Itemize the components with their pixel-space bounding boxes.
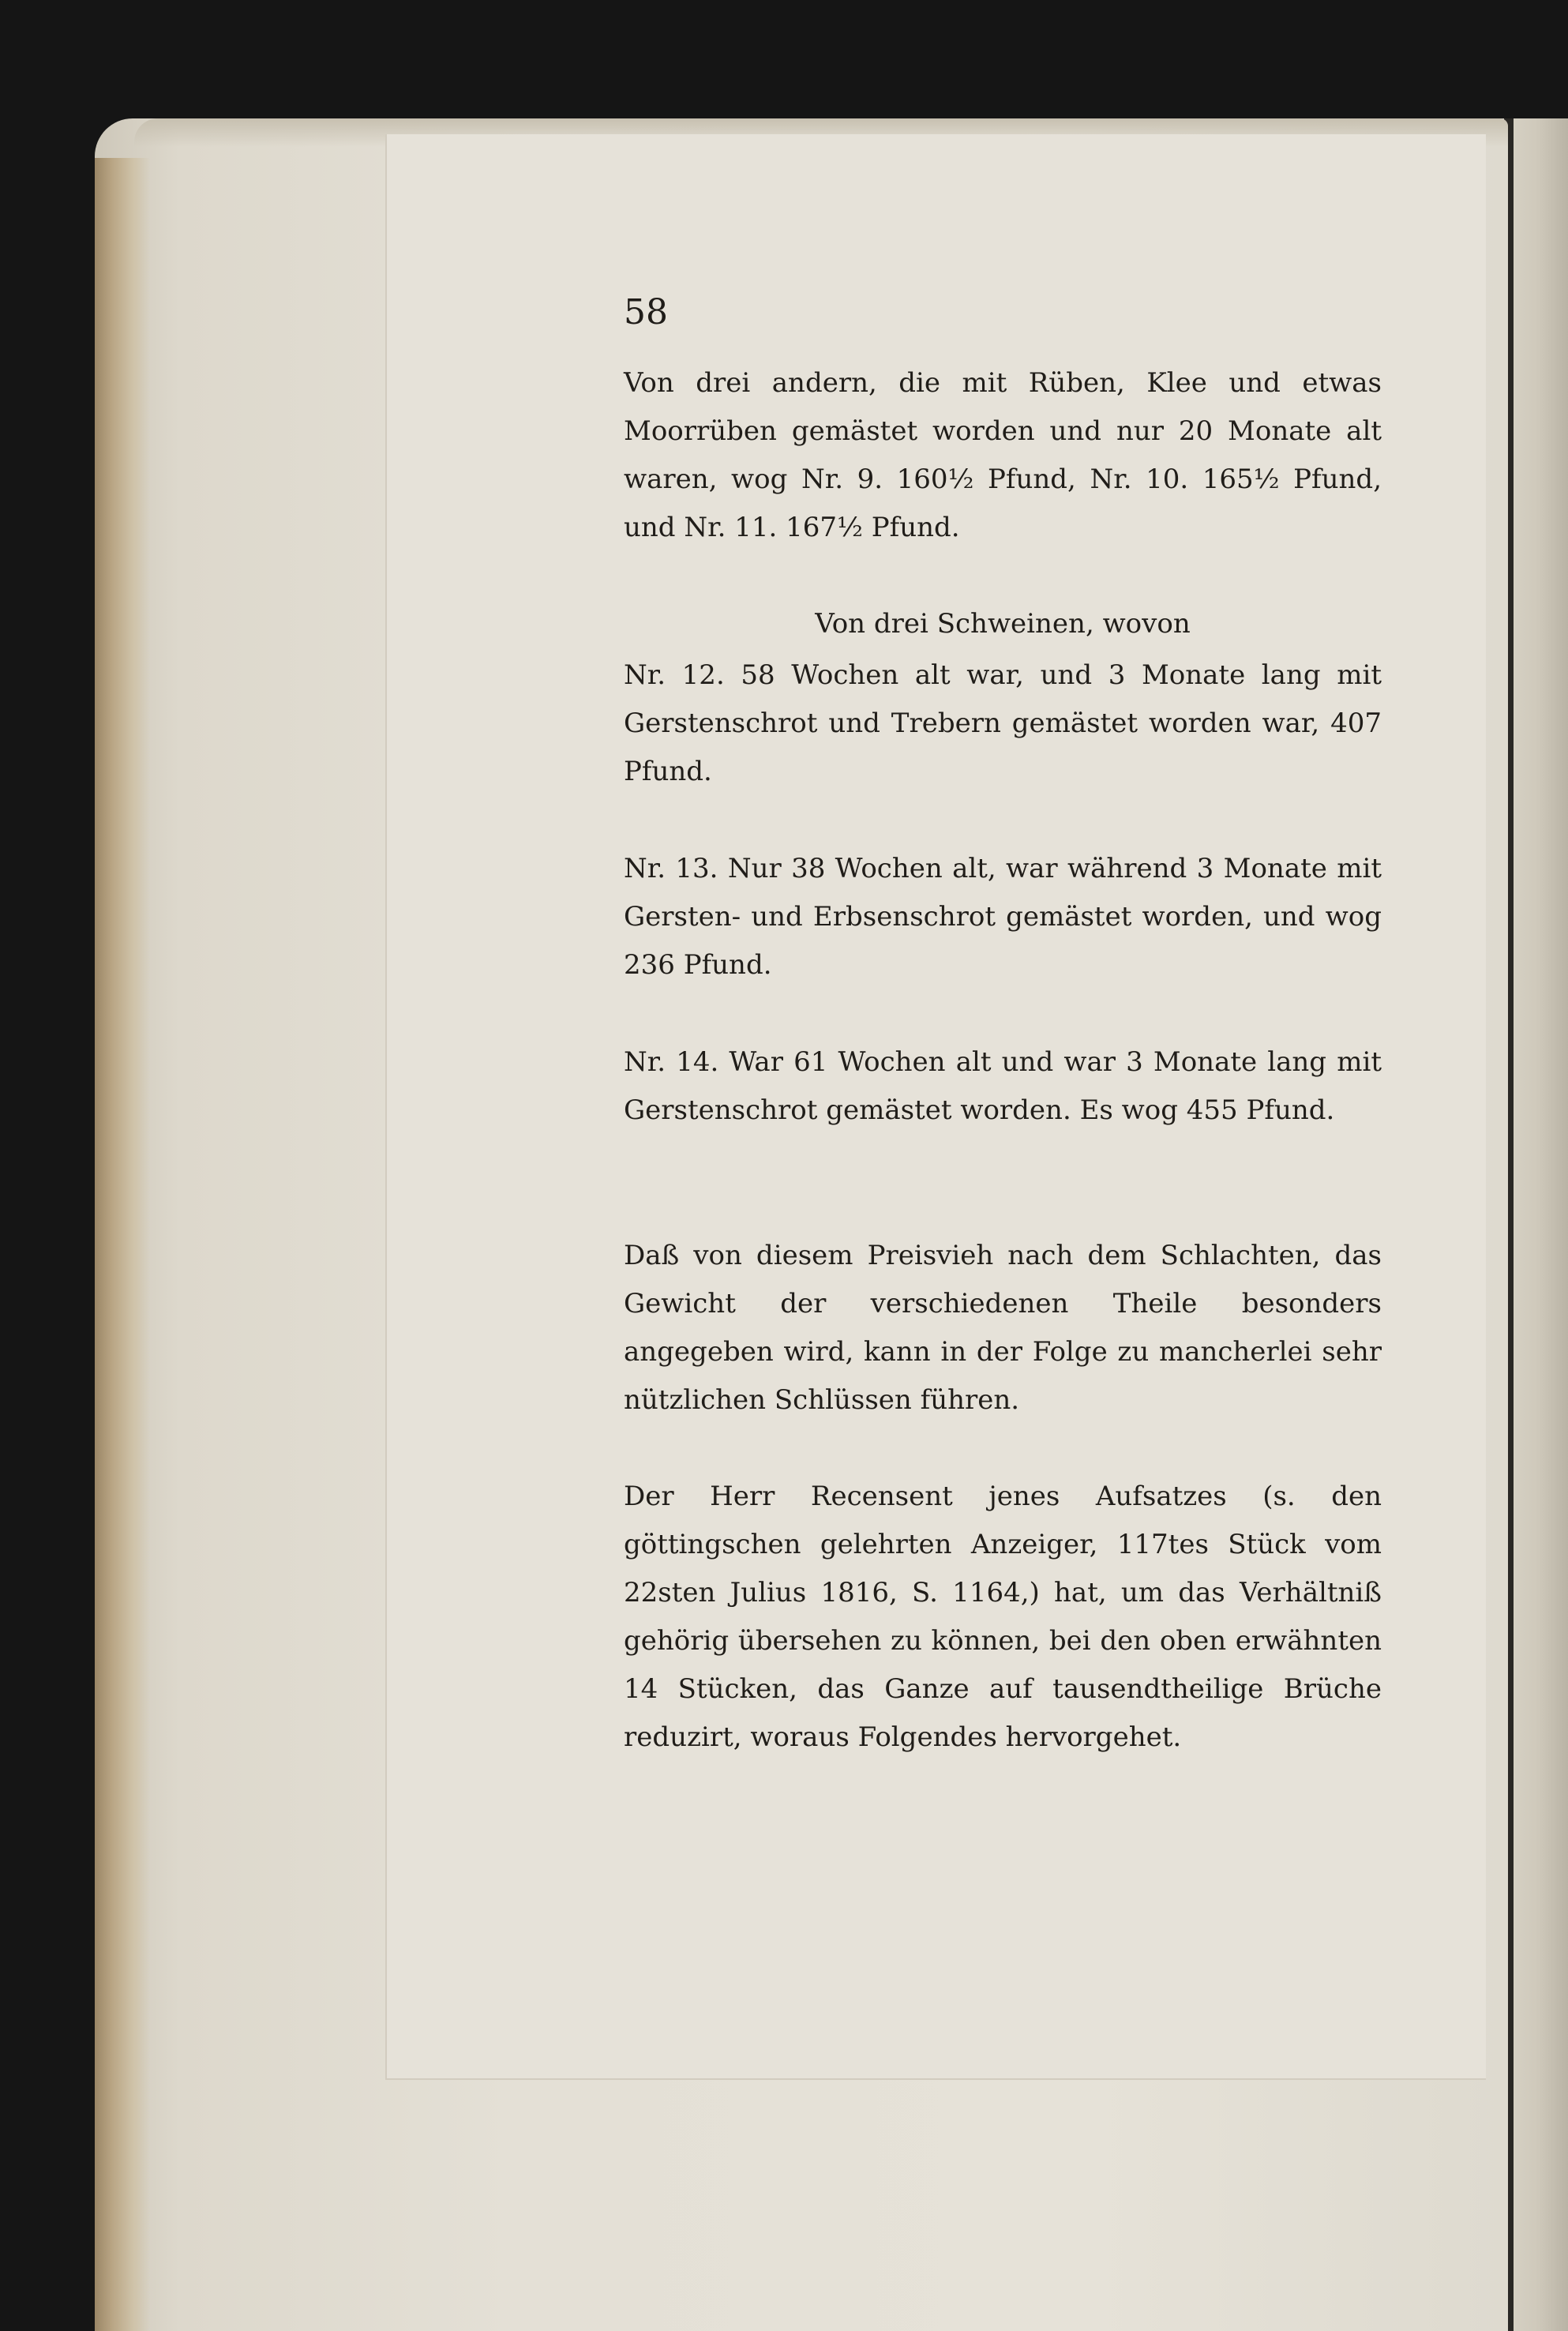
page-worn-left-edge bbox=[95, 158, 150, 2331]
paragraph-7: Der Herr Recensent jenes Aufsatzes (s. den göttingschen gelehrten Anzeiger, 117tes Stück vom 22sten Julius 1816, S. 1164,) hat, um das Verhältniß gehörig übersehen zu können, bei den oben erwähnten 14 Stücken, das Ganze auf tausendtheilige Brüche reduzirt, woraus Folgendes hervorgehet. bbox=[624, 1481, 1382, 1753]
paragraph-1: Von drei andern, die mit Rüben, Klee und etwas Moorrüben gemästet worden und nur 20 Monate alt waren, wog Nr. 9. 160½ Pfund, Nr. 10. 165½ Pfund, und Nr. 11. 167½ Pfund. bbox=[624, 367, 1382, 543]
page-number: 58 bbox=[624, 292, 668, 332]
paragraph-3: Nr. 12. 58 Wochen alt war, und 3 Monate lang mit Gerstenschrot und Trebern gemästet worden war, 407 Pfund. bbox=[624, 659, 1382, 787]
paragraph-4: Nr. 13. Nur 38 Wochen alt, war während 3 Monate mit Gersten- und Erbsenschrot gemästet worden, und wog 236 Pfund. bbox=[624, 853, 1382, 981]
paragraph-2: Von drei Schweinen, wovon bbox=[815, 608, 1191, 640]
paragraph-5: Nr. 14. War 61 Wochen alt und war 3 Monate lang mit Gerstenschrot gemästet worden. Es wog 455 Pfund. bbox=[624, 1046, 1382, 1126]
paragraph-6: Daß von diesem Preisvieh nach dem Schlachten, das Gewicht der verschiedenen Theile besonders angegeben wird, kann in der Folge zu mancherlei sehr nützlichen Schlüssen führen. bbox=[624, 1240, 1382, 1416]
